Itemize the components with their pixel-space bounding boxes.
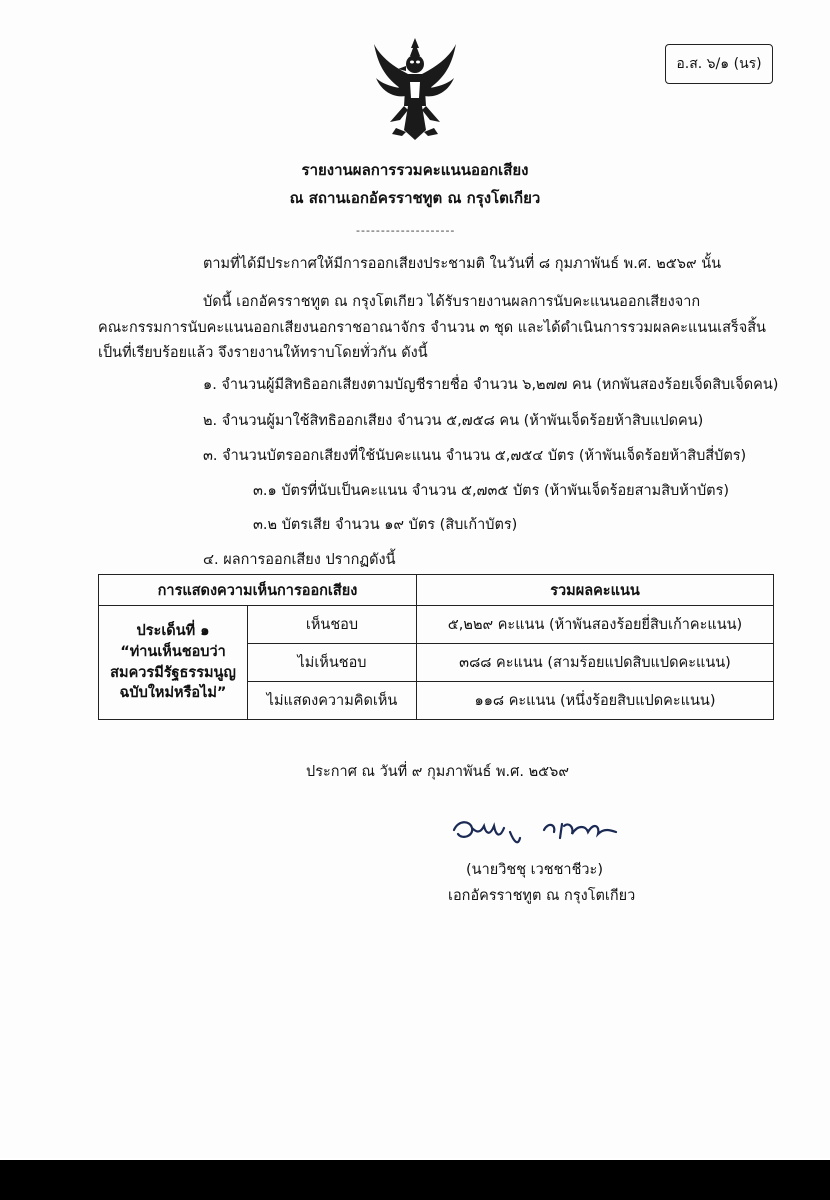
result-disapprove: ๓๘๘ คะแนน (สามร้อยแปดสิบแปดคะแนน)	[417, 644, 774, 682]
table-row	[99, 606, 774, 644]
list-item-turnout: ๒. จำนวนผู้มาใช้สิทธิออกเสียง จำนวน ๕,๗๕๘ คน (ห้าพันเจ็ดร้อยห้าสิบแปดคน)	[203, 413, 704, 429]
signer-name: (นายวิชชุ เวชชาชีวะ)	[466, 862, 603, 878]
header-total: รวมผลคะแนน	[417, 575, 774, 606]
list-item-eligible-voters: ๑. จำนวนผู้มีสิทธิออกเสียงตามบัญชีรายชื่อ จำนวน ๖,๒๗๗ คน (หกพันสองร้อยเจ็ดสิบเจ็ดคน)	[203, 377, 779, 393]
list-item-ballots-counted: ๓. จำนวนบัตรออกเสียงที่ใช้นับคะแนน จำนวน ๕,๗๕๔ บัตร (ห้าพันเจ็ดร้อยห้าสิบสี่บัตร)	[203, 448, 747, 464]
issue-cell	[99, 606, 248, 720]
result-no-opinion: ๑๑๘ คะแนน (หนึ่งร้อยสิบแปดคะแนน)	[417, 682, 774, 720]
announcement-date: ประกาศ ณ วันที่ ๙ กุมภาพันธ์ พ.ศ. ๒๕๖๙	[306, 764, 569, 780]
garuda-emblem-icon	[370, 36, 460, 146]
header-opinion: การแสดงความเห็นการออกเสียง	[99, 575, 417, 606]
para-line-1: บัดนี้ เอกอัครราชทูต ณ กรุงโตเกียว ได้รับรายงานผลการนับคะแนนออกเสียงจาก	[203, 294, 701, 310]
table-header-row	[99, 575, 774, 606]
intro-paragraph: ตามที่ได้มีประกาศให้มีการออกเสียงประชามติ ในวันที่ ๘ กุมภาพันธ์ พ.ศ. ๒๕๖๙ นั้น	[203, 256, 722, 272]
results-table	[98, 574, 774, 720]
option-no-opinion: ไม่แสดงความคิดเห็น	[248, 682, 417, 720]
signer-title: เอกอัครราชทูต ณ กรุงโตเกียว	[448, 888, 636, 904]
report-subtitle: ณ สถานเอกอัครราชทูต ณ กรุงโตเกียว	[289, 189, 541, 207]
para-line-2: คณะกรรมการนับคะแนนออกเสียงนอกราชอาณาจักร จำนวน ๓ ชุด และได้ดำเนินการรวมผลคะแนนเสร็จสิ้น	[98, 320, 766, 336]
list-item-invalid-ballots: ๓.๒ บัตรเสีย จำนวน ๑๙ บัตร (สิบเก้าบัตร)	[253, 517, 518, 533]
option-disapprove: ไม่เห็นชอบ	[248, 644, 417, 682]
issue-question-line: ฉบับใหม่หรือไม่”	[119, 685, 227, 702]
result-approve: ๕,๒๒๙ คะแนน (ห้าพันสองร้อยยี่สิบเก้าคะแนน)	[417, 606, 774, 644]
report-title: รายงานผลการรวมคะแนนออกเสียง	[301, 161, 529, 179]
form-code-box: อ.ส. ๖/๑ (นร)	[665, 44, 773, 84]
issue-question-line: “ท่านเห็นชอบว่า	[120, 643, 226, 660]
list-item-results-heading: ๔. ผลการออกเสียง ปรากฏดังนี้	[203, 552, 396, 568]
list-item-valid-ballots: ๓.๑ บัตรที่นับเป็นคะแนน จำนวน ๕,๗๓๕ บัตร (ห้าพันเจ็ดร้อยสามสิบห้าบัตร)	[253, 483, 730, 499]
bottom-black-bar	[0, 1160, 830, 1200]
signature-icon	[448, 812, 648, 852]
para-line-3: เป็นที่เรียบร้อยแล้ว จึงรายงานให้ทราบโดยทั่วกัน ดังนี้	[98, 345, 428, 361]
issue-label: ประเด็นที่ ๑	[136, 623, 210, 640]
title-divider: --------------------	[356, 224, 456, 237]
issue-question-line: สมควรมีรัฐธรรมนูญ	[110, 664, 236, 681]
option-approve: เห็นชอบ	[248, 606, 417, 644]
